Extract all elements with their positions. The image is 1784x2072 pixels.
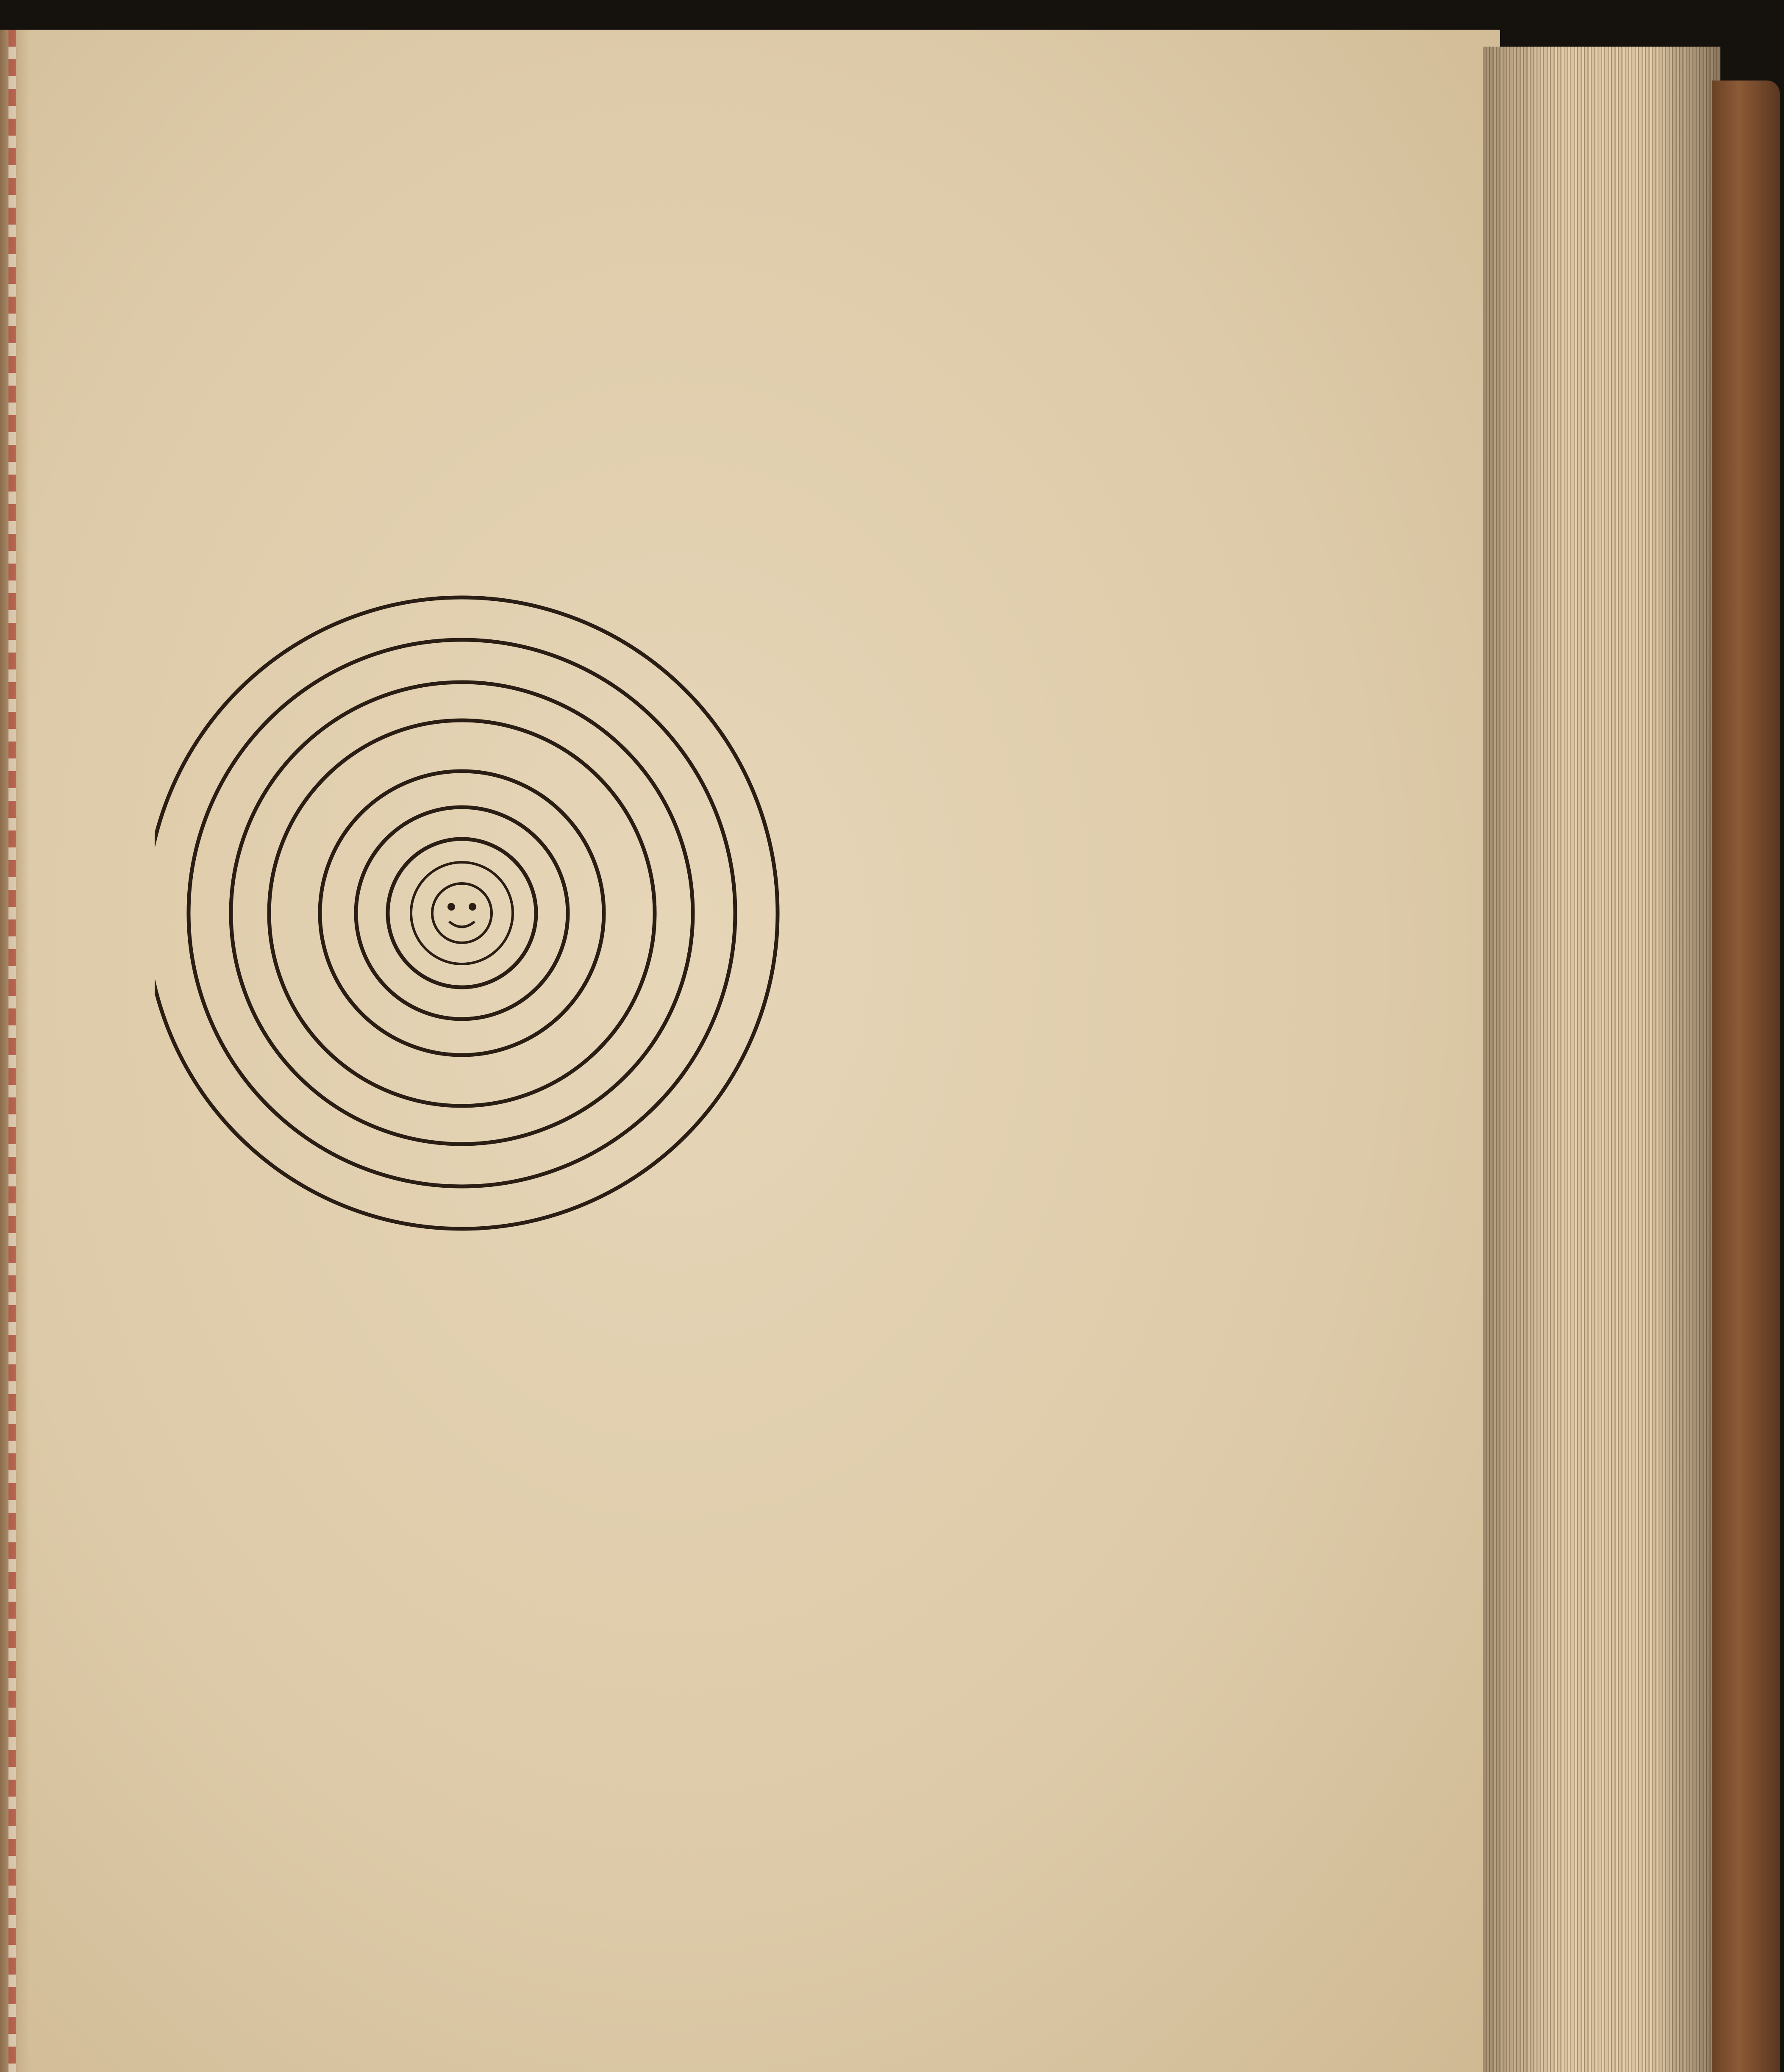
page-edges-shade: [1483, 47, 1720, 2072]
book-cover: [1712, 81, 1780, 2072]
kepler-solar-system-woodcut: [155, 585, 795, 1250]
sun: [411, 862, 513, 964]
binding-thread: [8, 30, 16, 2072]
